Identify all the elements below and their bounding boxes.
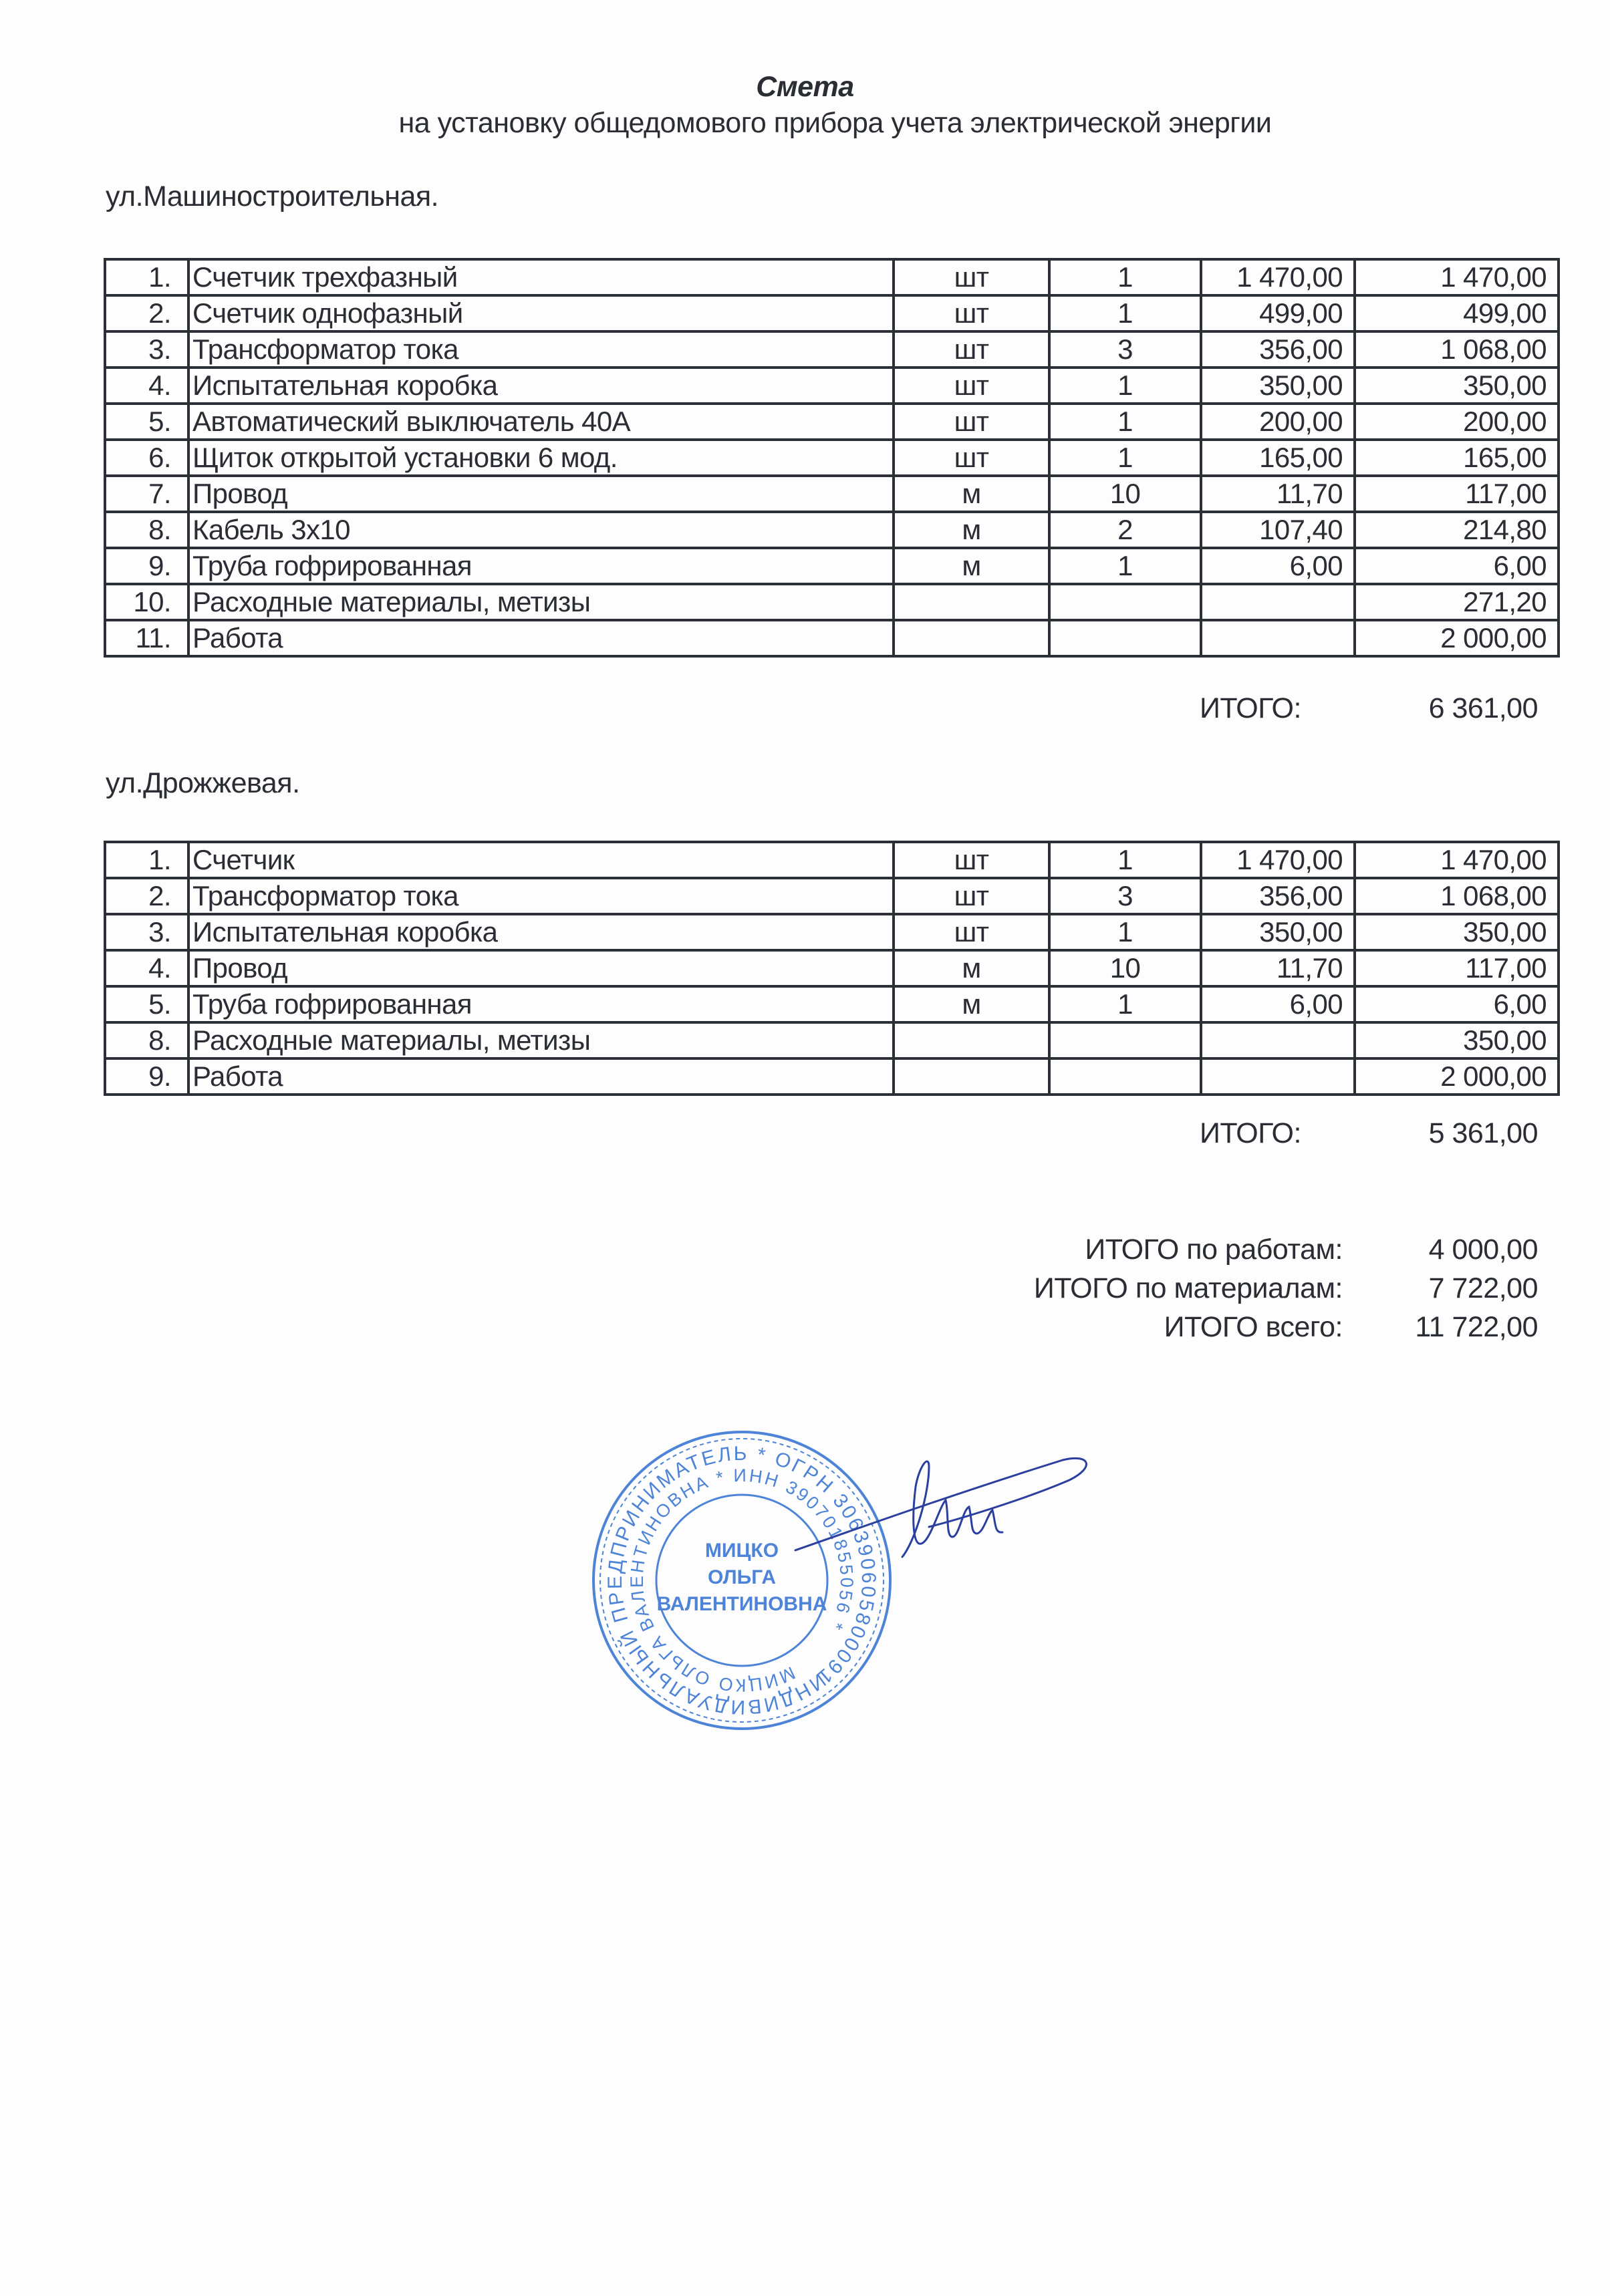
item-price: 11,70: [1201, 950, 1355, 986]
item-total: 1 470,00: [1355, 842, 1559, 878]
item-quantity: 2: [1049, 512, 1201, 548]
item-name: Испытательная коробка: [188, 368, 894, 404]
item-total: 6,00: [1355, 548, 1559, 584]
item-unit: шт: [894, 842, 1049, 878]
row-number: 3.: [105, 914, 188, 950]
table-row: [105, 259, 1559, 295]
summary-total: [0, 1311, 1610, 1348]
item-total: 214,80: [1355, 512, 1559, 548]
summary-materials-value: 7 722,00: [1428, 1272, 1538, 1304]
item-quantity: [1049, 1058, 1201, 1095]
row-number: 5.: [105, 986, 188, 1022]
item-quantity: 3: [1049, 878, 1201, 914]
table-row: [105, 914, 1559, 950]
row-number: 4.: [105, 950, 188, 986]
item-unit: шт: [894, 440, 1049, 476]
item-quantity: 1: [1049, 440, 1201, 476]
table-row: [105, 878, 1559, 914]
summary-works: [0, 1234, 1610, 1271]
summary-works-label: ИТОГО по работам:: [1085, 1234, 1343, 1266]
section-total-value: 5 361,00: [1428, 1117, 1538, 1149]
item-total: 165,00: [1355, 440, 1559, 476]
row-number: 9.: [105, 1058, 188, 1095]
row-number: 2.: [105, 295, 188, 331]
item-total: 117,00: [1355, 950, 1559, 986]
table-row: [105, 548, 1559, 584]
item-total: 117,00: [1355, 476, 1559, 512]
item-unit: шт: [894, 878, 1049, 914]
stamp-center-line: ОЛЬГА: [708, 1566, 776, 1588]
summary-materials-label: ИТОГО по материалам:: [1033, 1272, 1343, 1304]
item-name: Трансформатор тока: [188, 878, 894, 914]
item-quantity: 10: [1049, 950, 1201, 986]
item-price: 350,00: [1201, 914, 1355, 950]
item-unit: шт: [894, 914, 1049, 950]
item-name: Испытательная коробка: [188, 914, 894, 950]
item-name: Расходные материалы, метизы: [188, 1022, 894, 1058]
item-quantity: 1: [1049, 259, 1201, 295]
item-total: 350,00: [1355, 368, 1559, 404]
item-unit: [894, 1058, 1049, 1095]
item-quantity: 1: [1049, 986, 1201, 1022]
estimate-table: [104, 258, 1560, 658]
section-total: [0, 692, 1610, 730]
item-total: 1 068,00: [1355, 331, 1559, 368]
item-name: Автоматический выключатель 40А: [188, 404, 894, 440]
item-quantity: 1: [1049, 295, 1201, 331]
item-unit: м: [894, 950, 1049, 986]
item-unit: шт: [894, 368, 1049, 404]
table-row: [105, 331, 1559, 368]
row-number: 5.: [105, 404, 188, 440]
item-name: Провод: [188, 950, 894, 986]
stamp-ring-text: ИНДИВИДУАЛЬНЫЙ ПРЕДПРИНИМАТЕЛЬ * ОГРН 306390605800091: [603, 1442, 880, 1719]
estimate-table: [104, 841, 1560, 1096]
item-price: 200,00: [1201, 404, 1355, 440]
item-quantity: [1049, 620, 1201, 656]
table-row: [105, 512, 1559, 548]
table-row: [105, 584, 1559, 620]
item-quantity: 1: [1049, 368, 1201, 404]
street-heading: ул.Машиностроительная.: [106, 180, 439, 212]
row-number: 9.: [105, 548, 188, 584]
item-price: 11,70: [1201, 476, 1355, 512]
document-subtitle: на установку общедомового прибора учета электрической энергии: [398, 107, 1272, 139]
item-total: 271,20: [1355, 584, 1559, 620]
street-heading: ул.Дрожжевая.: [106, 767, 300, 799]
table-row: [105, 1022, 1559, 1058]
item-price: [1201, 620, 1355, 656]
item-quantity: 3: [1049, 331, 1201, 368]
item-unit: [894, 620, 1049, 656]
item-price: [1201, 1058, 1355, 1095]
stamp-center-line: ВАЛЕНТИНОВНА: [656, 1593, 827, 1615]
item-name: Труба гофрированная: [188, 548, 894, 584]
table-row: [105, 295, 1559, 331]
company-stamp: [555, 1393, 1156, 1767]
row-number: 1.: [105, 842, 188, 878]
summary-works-value: 4 000,00: [1428, 1234, 1538, 1266]
item-total: 2 000,00: [1355, 620, 1559, 656]
item-total: 350,00: [1355, 914, 1559, 950]
item-name: Провод: [188, 476, 894, 512]
item-unit: м: [894, 512, 1049, 548]
table-row: [105, 404, 1559, 440]
item-total: 200,00: [1355, 404, 1559, 440]
item-unit: м: [894, 986, 1049, 1022]
table-row: [105, 368, 1559, 404]
row-number: 8.: [105, 512, 188, 548]
item-unit: шт: [894, 259, 1049, 295]
item-name: Трансформатор тока: [188, 331, 894, 368]
item-quantity: 1: [1049, 914, 1201, 950]
item-name: Счетчик: [188, 842, 894, 878]
item-unit: [894, 584, 1049, 620]
item-price: 499,00: [1201, 295, 1355, 331]
item-price: 1 470,00: [1201, 259, 1355, 295]
section-total: [0, 1117, 1610, 1155]
item-quantity: 10: [1049, 476, 1201, 512]
item-total: 6,00: [1355, 986, 1559, 1022]
row-number: 11.: [105, 620, 188, 656]
table-row: [105, 620, 1559, 656]
item-price: 6,00: [1201, 986, 1355, 1022]
item-unit: шт: [894, 295, 1049, 331]
item-price: 350,00: [1201, 368, 1355, 404]
row-number: 7.: [105, 476, 188, 512]
table-row: [105, 950, 1559, 986]
item-name: Расходные материалы, метизы: [188, 584, 894, 620]
item-price: [1201, 1022, 1355, 1058]
table-row: [105, 1058, 1559, 1095]
item-unit: шт: [894, 404, 1049, 440]
section-total-value: 6 361,00: [1428, 692, 1538, 724]
item-quantity: [1049, 584, 1201, 620]
table-row: [105, 440, 1559, 476]
row-number: 4.: [105, 368, 188, 404]
item-price: 6,00: [1201, 548, 1355, 584]
item-price: 1 470,00: [1201, 842, 1355, 878]
item-price: 107,40: [1201, 512, 1355, 548]
row-number: 6.: [105, 440, 188, 476]
item-total: 1 470,00: [1355, 259, 1559, 295]
item-total: 2 000,00: [1355, 1058, 1559, 1095]
row-number: 1.: [105, 259, 188, 295]
item-name: Работа: [188, 620, 894, 656]
item-name: Счетчик однофазный: [188, 295, 894, 331]
item-quantity: 1: [1049, 548, 1201, 584]
stamp-center-line: МИЦКО: [704, 1540, 779, 1562]
section-total-label: ИТОГО:: [1200, 692, 1301, 724]
item-quantity: 1: [1049, 404, 1201, 440]
item-name: Счетчик трехфазный: [188, 259, 894, 295]
item-price: 165,00: [1201, 440, 1355, 476]
stamp-inner-ring-text: МИЦКО ОЛЬГА ВАЛЕНТИНОВНА * ИНН 390701855056 *: [626, 1465, 857, 1696]
table-row: [105, 842, 1559, 878]
item-unit: м: [894, 476, 1049, 512]
item-name: Труба гофрированная: [188, 986, 894, 1022]
item-unit: шт: [894, 331, 1049, 368]
item-name: Работа: [188, 1058, 894, 1095]
item-total: 1 068,00: [1355, 878, 1559, 914]
table-row: [105, 986, 1559, 1022]
item-price: 356,00: [1201, 331, 1355, 368]
item-unit: м: [894, 548, 1049, 584]
item-unit: [894, 1022, 1049, 1058]
item-price: [1201, 584, 1355, 620]
item-price: 356,00: [1201, 878, 1355, 914]
item-quantity: [1049, 1022, 1201, 1058]
table-row: [105, 476, 1559, 512]
section-total-label: ИТОГО:: [1200, 1117, 1301, 1149]
row-number: 3.: [105, 331, 188, 368]
summary-total-label: ИТОГО всего:: [1164, 1311, 1343, 1343]
document-title: Смета: [756, 71, 854, 103]
row-number: 2.: [105, 878, 188, 914]
summary-total-value: 11 722,00: [1415, 1311, 1538, 1343]
row-number: 8.: [105, 1022, 188, 1058]
row-number: 10.: [105, 584, 188, 620]
item-name: Щиток открытой установки 6 мод.: [188, 440, 894, 476]
item-total: 350,00: [1355, 1022, 1559, 1058]
summary-materials: [0, 1272, 1610, 1310]
item-total: 499,00: [1355, 295, 1559, 331]
item-name: Кабель 3х10: [188, 512, 894, 548]
item-quantity: 1: [1049, 842, 1201, 878]
